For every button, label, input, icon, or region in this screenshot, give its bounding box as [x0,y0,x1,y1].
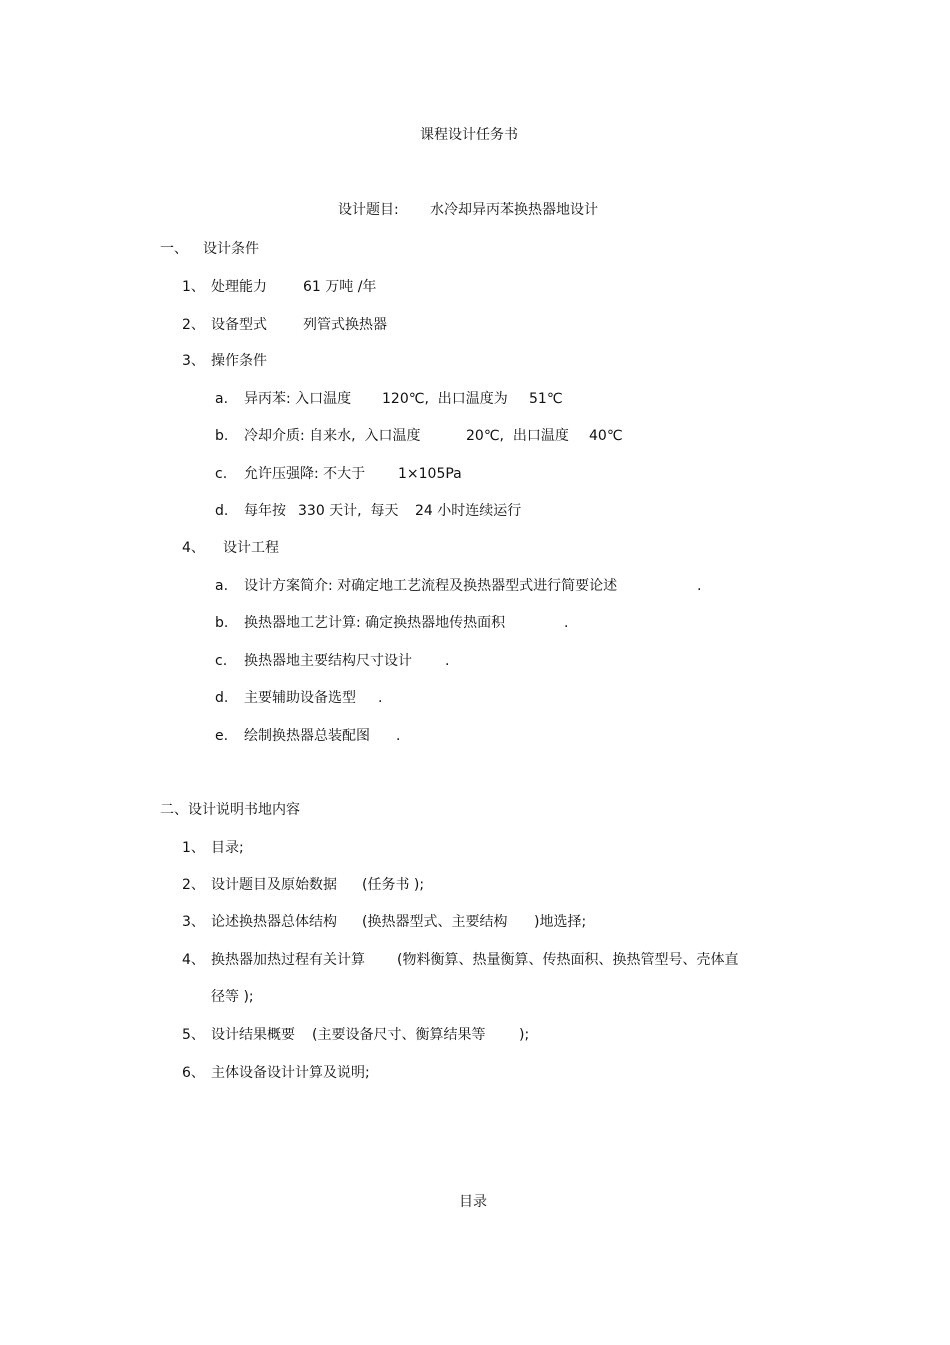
list-item-extra: (物料衡算、热量衡算、传热面积、换热管型号、壳体直 [397,952,739,968]
list-item-value: 61 万吨 /年 [303,279,377,295]
task-text: 换热器地主要结构尺寸设计 [244,653,412,669]
list-item-tail: )地选择; [534,914,587,930]
task-letter: b. [215,615,229,631]
condition-text: 异丙苯: 入口温度 [244,391,352,407]
list-item-label: 设备型式 [211,317,267,333]
topic-value: 水冷却异丙苯换热器地设计 [430,202,598,218]
list-item-number: 6、 [182,1065,205,1081]
condition-text: 1×105Pa [398,466,462,482]
condition-letter: b. [215,428,229,444]
list-item-number: 1、 [182,279,205,295]
task-dot: . [445,653,450,669]
list-item-label: 操作条件 [211,353,267,369]
condition-text: 允许压强降: 不大于 [244,466,366,482]
task-text: 换热器地工艺计算: 确定换热器地传热面积 [244,615,506,631]
list-item-number: 4、 [182,540,205,556]
condition-letter: c. [215,466,228,482]
condition-text: 20℃, 出口温度 [466,428,569,444]
list-item-tail: ); [519,1027,530,1043]
condition-text: 330 天计, 每天 [298,503,399,519]
task-text: 设计方案简介: 对确定地工艺流程及换热器型式进行简要论述 [244,578,618,594]
list-item-number: 5、 [182,1027,205,1043]
list-item-extra: (任务书 ); [362,877,425,893]
list-item-text: 换热器加热过程有关计算 [211,952,365,968]
list-item-text: 设计结果概要 [211,1027,295,1043]
task-letter: a. [215,578,229,594]
list-item-value: 列管式换热器 [303,317,387,333]
list-item-number: 3、 [182,914,205,930]
list-item-text: 设计题目及原始数据 [211,877,337,893]
section1-number: 一、 [160,241,188,257]
document-title: 课程设计任务书 [420,127,518,143]
condition-text: 冷却介质: 自来水, 入口温度 [244,428,421,444]
task-dot: . [564,615,569,631]
condition-text: 24 小时连续运行 [415,503,522,519]
task-letter: c. [215,653,228,669]
list-item-extra: (主要设备尺寸、衡算结果等 [312,1027,486,1043]
list-item-number: 1、 [182,840,205,856]
condition-text: 每年按 [244,503,286,519]
list-item-extra: (换热器型式、主要结构 [362,914,508,930]
list-item-number: 3、 [182,353,205,369]
list-item-text: 论述换热器总体结构 [211,914,337,930]
condition-text: 120℃, 出口温度为 [382,391,508,407]
list-item-text: 目录; [211,840,244,856]
task-text: 绘制换热器总装配图 [244,728,370,744]
condition-letter: a. [215,391,229,407]
topic-label: 设计题目: [338,202,399,218]
list-item-number: 4、 [182,952,205,968]
task-dot: . [396,728,401,744]
list-item-label: 设计工程 [223,540,279,556]
condition-letter: d. [215,503,229,519]
list-item-continuation: 径等 ); [211,989,254,1005]
list-item-number: 2、 [182,317,205,333]
list-item-number: 2、 [182,877,205,893]
list-item-text: 主体设备设计计算及说明; [211,1065,370,1081]
section1-heading: 设计条件 [203,241,259,257]
task-dot: . [378,690,383,706]
task-dot: . [697,578,702,594]
toc-heading: 目录 [459,1194,487,1210]
list-item-label: 处理能力 [211,279,267,295]
task-letter: d. [215,690,229,706]
condition-text: 40℃ [589,428,623,444]
task-letter: e. [215,728,229,744]
condition-text: 51℃ [529,391,563,407]
section2-heading: 二、设计说明书地内容 [160,802,300,818]
task-text: 主要辅助设备选型 [244,690,356,706]
